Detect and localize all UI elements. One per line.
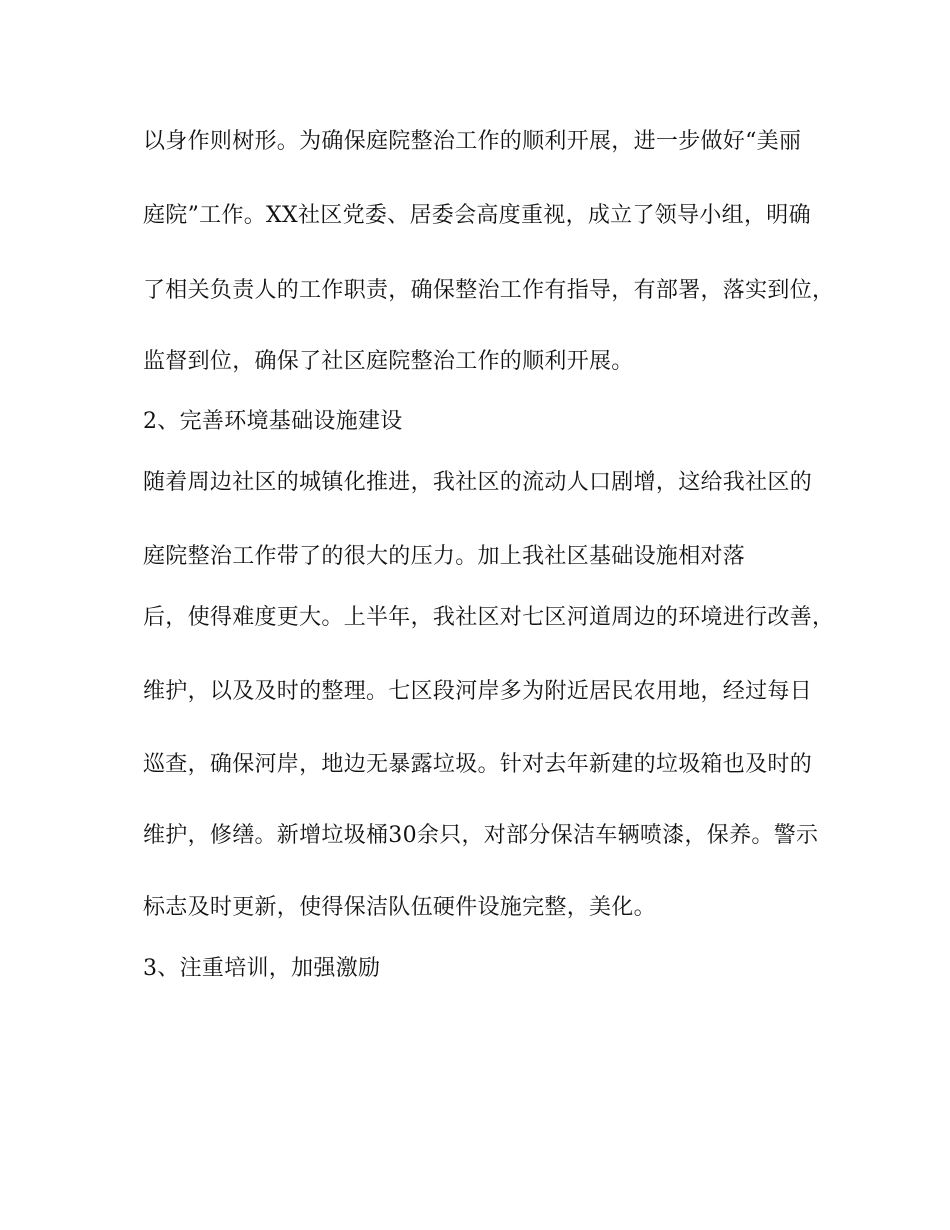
- section-heading: 2、完善环境基础设施建设: [143, 409, 403, 434]
- paragraph-line: 后，使得难度更大。上半年，我社区对七区河道周边的环境进行改善，: [143, 605, 835, 630]
- paragraph-line: 以身作则树形。为确保庭院整治工作的顺利开展，进一步做好“美丽: [143, 129, 802, 154]
- paragraph-line: 维护，以及及时的整理。七区段河岸多为附近居民农用地，经过每日: [143, 679, 813, 704]
- paragraph-line: 巡查，确保河岸，地边无暴露垃圾。针对去年新建的垃圾箱也及时的: [143, 752, 813, 777]
- paragraph-line: 庭院整治工作带了的很大的压力。加上我社区基础设施相对落: [143, 544, 746, 569]
- paragraph-line: 了相关负责人的工作职责，确保整治工作有指导，有部署，落实到位，: [143, 278, 835, 303]
- paragraph-line: 庭院”工作。XX社区党委、居委会高度重视，成立了领导小组，明确: [143, 203, 811, 228]
- paragraph-line: 随着周边社区的城镇化推进，我社区的流动人口剧增，这给我社区的: [143, 470, 813, 495]
- paragraph-line: 监督到位，确保了社区庭院整治工作的顺利开展。: [143, 349, 634, 374]
- paragraph-line: 标志及时更新，使得保洁队伍硬件设施完整，美化。: [143, 895, 656, 920]
- section-heading: 3、注重培训，加强激励: [143, 956, 381, 981]
- paragraph-line: 维护，修缮。新增垃圾桶30余只，对部分保洁车辆喷漆，保养。警示: [143, 823, 819, 848]
